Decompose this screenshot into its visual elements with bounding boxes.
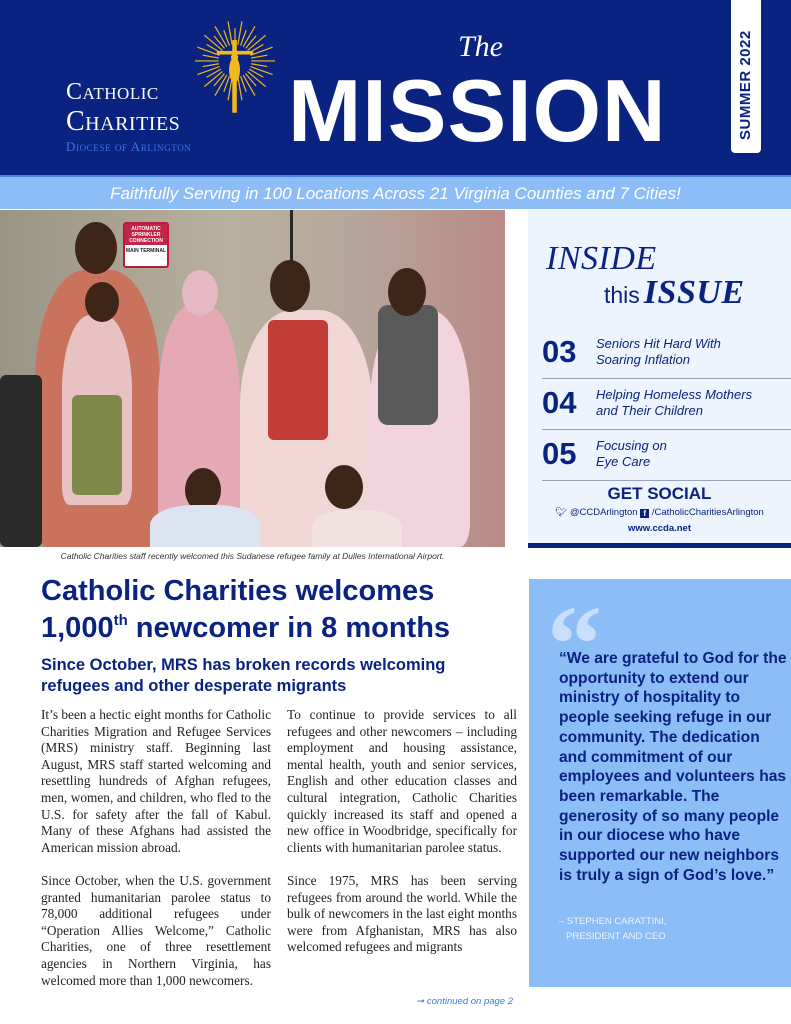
get-social [528, 484, 791, 535]
toc-item[interactable] [542, 379, 791, 430]
table-of-contents [542, 328, 791, 481]
logo-text-charities: Charities [66, 106, 181, 137]
sun-ray [228, 22, 232, 45]
sun-ray [251, 55, 267, 58]
article-subhead: Since October, MRS has broken records welcoming refugees and other desperate migrants [41, 656, 446, 695]
quote-text: “We are grateful to God for the opportunity to extend our ministry of hospitality to people seeking refuge in our community. The dedication and commitment of our employees and volunteers has been remarkable. The generosity of so many people in our diocese who have supported our new neighbors is truly a sign of God’s love.” [559, 650, 787, 884]
child-head [325, 465, 363, 509]
child-head [85, 282, 119, 322]
twitter-icon: 🐦︎ [555, 507, 568, 518]
toc-title-line: Focusing on [596, 438, 667, 453]
facebook-icon: f [640, 509, 649, 518]
luggage-bag [0, 375, 42, 547]
article-paragraph: Since October, when the U.S. government granted humanitarian parolee status to 78,000 additional refugees under “Operation Allies Welcome,” Catholic Charities, one of three resettlement agencies in Northern Virginia, has welcomed more than 1,000 newcomers. [41, 872, 271, 988]
sign-bottom-text: MAIN TERMINAL [126, 248, 166, 254]
child-figure [150, 505, 260, 547]
sun-ray [203, 64, 219, 67]
child-figure [312, 510, 402, 547]
toc-page-number: 04 [542, 385, 577, 420]
quote-attribution [559, 915, 667, 944]
inside-heading-this: this [604, 282, 640, 308]
sun-ray [214, 73, 225, 86]
headline-line1: Catholic Charities welcomes [41, 575, 435, 607]
newsletter-title: MISSION [288, 61, 667, 160]
toc-page-number: 05 [542, 436, 577, 471]
issue-tab [731, 0, 761, 153]
family-photo [0, 210, 505, 547]
person-shirt [268, 320, 328, 440]
pull-quote [529, 579, 791, 987]
person-scarf [378, 305, 438, 425]
toc-item[interactable] [542, 328, 791, 379]
toc-title [596, 438, 667, 470]
person-head [388, 268, 426, 316]
photo-caption: Catholic Charities staff recently welcomed this Sudanese refugee family at Dulles International Airport. [60, 551, 445, 561]
inside-heading: INSIDE [546, 240, 657, 277]
sun-ray [238, 22, 242, 45]
toc-item[interactable] [542, 430, 791, 481]
facebook-handle[interactable]: /CatholicCharitiesArlington [651, 507, 764, 518]
terminal-sign [123, 222, 169, 268]
inside-heading-issue: ISSUE [643, 274, 745, 311]
sun-ray [197, 67, 219, 75]
toc-title-line: and Their Children [596, 403, 703, 418]
get-social-heading: GET SOCIAL [607, 484, 712, 503]
headline-line2: newcomer in 8 months [127, 612, 451, 644]
sun-ray [197, 47, 219, 55]
toc-title [596, 387, 752, 419]
article-column-2 [287, 707, 517, 956]
attribution-name: – STEPHEN CARATTINI, [559, 916, 667, 927]
issue-date: SUMMER 2022 [737, 30, 754, 140]
article-column-1 [41, 707, 271, 989]
inside-this-issue [528, 210, 791, 543]
social-handles [528, 506, 791, 519]
headline-ordinal: th [113, 612, 128, 629]
crucifix-sunburst-icon [180, 20, 290, 120]
headline-number: 1,000 [41, 612, 114, 644]
toc-title [596, 336, 721, 368]
continued-link[interactable]: ➞ continued on page 2 [416, 996, 513, 1007]
logo-text-catholic: Catholic [66, 79, 159, 105]
person-head [270, 260, 310, 312]
masthead [0, 0, 791, 175]
logo-text-diocese: Diocese of Arlington [66, 139, 192, 154]
child-legs [72, 395, 122, 495]
catholic-charities-logo [60, 20, 260, 154]
twitter-handle[interactable]: @CCDArlington [569, 507, 638, 518]
article-paragraph: It’s been a hectic eight months for Catholic Charities Migration and Refugee Services (MRS) ministry staff. Beginning last August, MRS staff started welcoming and resettling hundreds of Afghan refugees, men, women, and children, who fled to the U.S. for safety after the fall of Kabul. Many of these Afghans had assisted the American mission abroad. [41, 707, 271, 855]
person-head [75, 222, 117, 274]
sun-ray [246, 36, 257, 49]
sun-ray [214, 36, 225, 49]
toc-title-line: Eye Care [596, 454, 651, 469]
attribution-title: PRESIDENT AND CEO [566, 930, 666, 942]
sun-ray [251, 64, 267, 67]
tagline-bar [0, 175, 791, 209]
title-prefix: The [458, 30, 503, 63]
website-link[interactable]: www.ccda.net [628, 523, 691, 534]
sun-ray [250, 67, 272, 75]
inside-heading-row [604, 276, 745, 316]
sun-ray [238, 77, 242, 100]
sign-top-text: AUTOMATIC SPRINKLER CONNECTION [125, 224, 167, 245]
article-paragraph: Since 1975, MRS has been serving refugees from around the world. While the bulk of newcomers in the last eight months were from Afghanistan, MRS has also welcomed refugees and migrants [287, 872, 517, 955]
sun-ray [203, 55, 219, 58]
toc-page-number: 03 [542, 334, 577, 369]
article-paragraph: To continue to provide services to all refugees and other newcomers – including employment and housing assistance, mental health, youth and senior services, English and other education classes and cultural integration, Catholic Charities quickly increased its staff and opened a new office in Woodbridge, specifically for clients with humanitarian parolee status. [287, 707, 517, 855]
sun-ray [246, 73, 257, 86]
sun-ray [250, 47, 272, 55]
toc-title-line: Soaring Inflation [596, 352, 690, 367]
divider-rule [528, 543, 791, 548]
person-head [182, 270, 218, 316]
toc-title-line: Seniors Hit Hard With [596, 336, 721, 351]
quote-mark-icon: “ [547, 583, 602, 705]
tagline: Faithfully Serving in 100 Locations Across 21 Virginia Counties and 7 Cities! [110, 184, 681, 203]
article-headline [41, 573, 511, 647]
toc-title-line: Helping Homeless Mothers [596, 387, 753, 402]
